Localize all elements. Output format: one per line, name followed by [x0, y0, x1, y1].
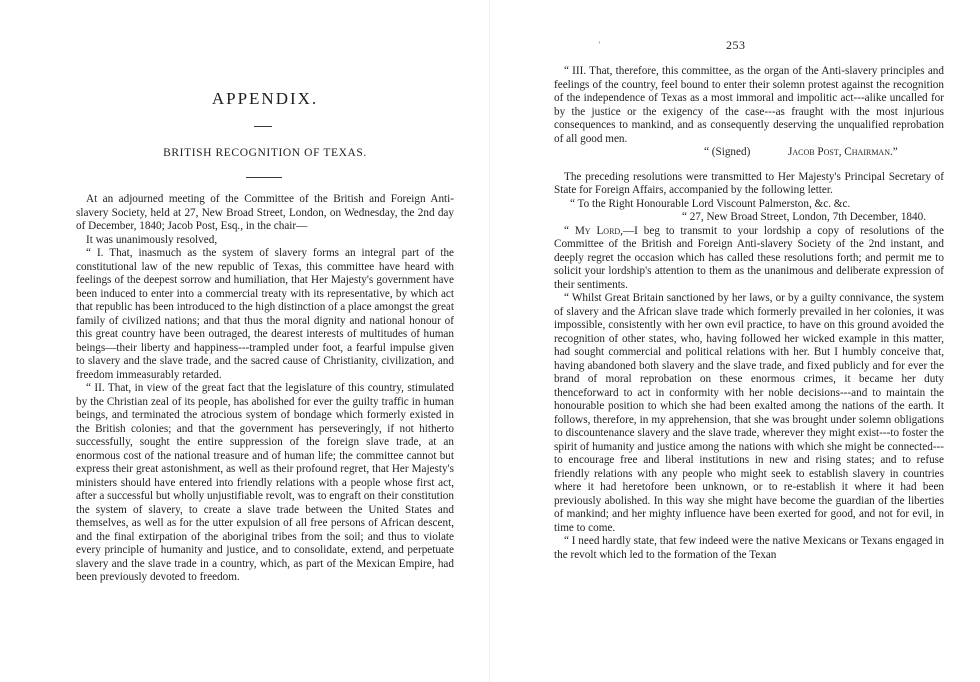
letter-first-paragraph: —I beg to transmit to your lordship a copy of resolutions of the Committee of the British and Foreign Anti-slavery Society of the 2nd instant, and deeply regret the occasion which has called these resolutions forth; and permit me to solicit your lordship's attention to them as the unanimous and deliberate expression of their sentiments. [554, 224, 944, 291]
letter-third-paragraph: “ I need hardly state, that few indeed were the native Mexicans or Texans engaged in the revolt which led to the formation of the Texan [554, 535, 944, 561]
letter-opening [554, 225, 944, 293]
letter-addressee: “ To the Right Honourable Lord Viscount Palmerston, &c. &c. [570, 197, 851, 210]
print-speck: ʼ [598, 40, 601, 49]
page-number: 253 [726, 38, 746, 52]
meeting-paragraph: At an adjourned meeting of the Committee of the British and Foreign Anti-slavery Society, held at 27, New Broad Street, London, on Wednesday, the 2nd day of December, 1840; Jacob Post, Esq., in the chair— [76, 193, 454, 232]
letter-dateline: “ 27, New Broad Street, London, 7th December, 1840. [681, 211, 926, 223]
right-body-text [554, 65, 944, 562]
right-page [490, 0, 980, 682]
appendix-heading: APPENDIX. [211, 89, 319, 108]
subheading-rule [246, 177, 282, 178]
signed-name: Jacob Post, Chairman.” [788, 146, 898, 158]
signed-label: “ (Signed) [704, 146, 751, 158]
resolution-three: “ III. That, therefore, this committee, as the organ of the Anti-slavery principles and feelings of the country, feel bound to enter their solemn protest against the recognition of the independence of Texas as a most immoral and impolitic act---alike uncalled for by the justice or the exigency of the case---as fraught with the most injurious consequences to mankind, and as consequently deserving the unqualified reprobation of all good men. [554, 65, 944, 145]
letter-second-paragraph: “ Whilst Great Britain sanctioned by her laws, or by a guilty connivance, the system of slavery and the African slave trade which formerly prevailed in her colonies, it was impossible, consistently with her own evil practice, to have on this ground avoided the recognition of other states, who, having followed her wicked example in this matter, had sought commercial and political relations with her. But I humbly conceive that, having abandoned both slavery and the slave trade, and fixed publicly and for ever the brand of moral reprobation on these enormous crimes, it became her duty thenceforward to act in conformity with her noble decisions---and to maintain the honourable position to which she had been exalted among the nations of the earth. It follows, therefore, in my apprehension, that she was brought under solemn obligations to discountenance slavery and the slave trade, wherever they might exist---to foster the spirit of humanity and justice among the nations with which she might be connected---to encourage free and liberal institutions in new and rising states; and to refuse friendly relations with any people who might seek to establish slavery in countries where it had heretofore been unknown, or to re-establish it where it had been previously abolished. In this way she might have become the guardian of the liberties of mankind; and her mighty influence have been exerted for good, and not for evil, in time to come. [554, 292, 944, 534]
resolution-two: “ II. That, in view of the great fact that the legislature of this country, stimulated by the Christian zeal of its people, has abolished for ever the guilty traffic in human beings, and terminated the atrocious system of bondage which formerly existed in the British colonies; and that the government has perseveringly, if not hitherto successfully, sought the entire suppression of the foreign slave trade, at an enormous cost of the national treasure and of human life; the committee cannot but express their great astonishment, as well as their profound regret, that Her Majesty's ministers should have entered into friendly relations with a people whose first act, after a successful but wholly unjustifiable revolt, was to engraft on their constitution the system of slavery, to create a slave trade between the United States and themselves, as well as for the utter expulsion of all free persons of African descent, and the final extirpation of the aboriginal tribes from the soil; and thus to violate every principle of humanity and justice, and to consolidate, extend, and perpetuate slavery and the slave trade in a country, which, as part of the Mexican Empire, had been previously devoted to freedom. [76, 382, 454, 583]
left-body-text [76, 193, 454, 585]
transmittal-paragraph: The preceding resolutions were transmitted to Her Majesty's Principal Secretary of State for Foreign Affairs, accompanied by the following letter. [554, 170, 944, 196]
letter-salutation: “ My Lord, [564, 224, 623, 237]
resolved-line: It was unanimously resolved, [86, 233, 218, 246]
heading-rule [254, 126, 272, 127]
section-subheading: BRITISH RECOGNITION OF TEXAS. [163, 147, 367, 159]
signature-line [554, 146, 944, 160]
resolution-one: “ I. That, inasmuch as the system of slavery forms an integral part of the constitutional law of the new republic of Texas, this committee have heard with feelings of the deepest sorrow and humiliation, that Her Majesty's government have been induced to enter into a commercial treaty with its representative, by which act that republic has been introduced to the high distinction of a place amongst the great family of civilized nations; and that thus the moral dignity and national honour of this great country have been outraged, the dearest interests of multitudes of human beings—their liberty and happiness---trampled under foot, a fearful impulse given to slavery and the slave trade, and the sacred cause of Christianity, civilization, and freedom immeasurably retarded. [76, 247, 454, 381]
